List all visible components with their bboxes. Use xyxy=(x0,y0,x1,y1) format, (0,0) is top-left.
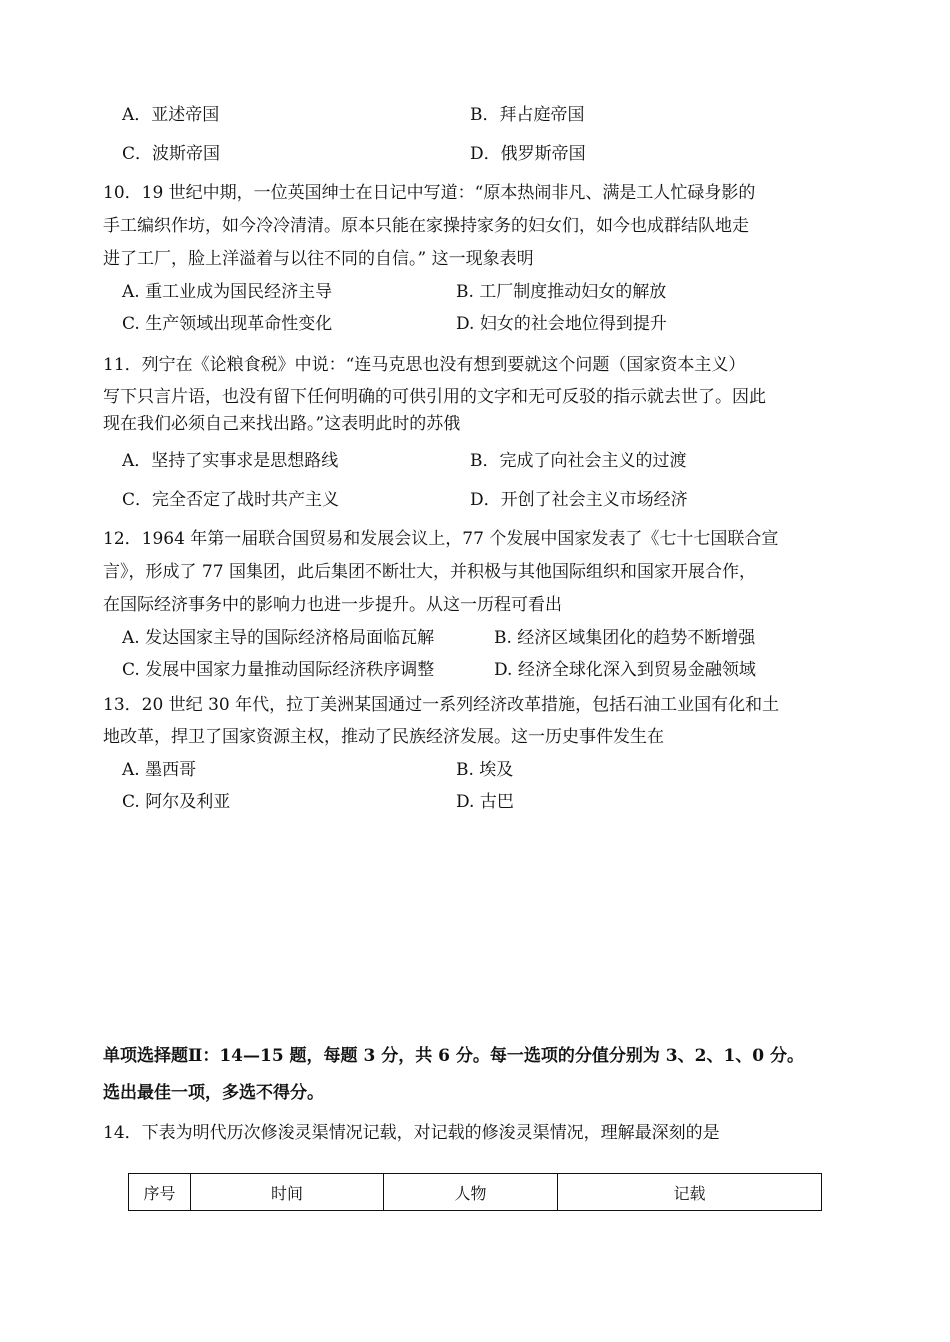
q12-stem-line-2: 言》，形成了 77 国集团，此后集团不断壮大，并积极与其他国际组织和国家开展合作， xyxy=(103,562,756,582)
q11-stem-line-1: 11．列宁在《论粮食税》中说：“连马克思也没有想到要就这个问题（国家资本主义） xyxy=(103,355,746,375)
q12-stem-line-3: 在国际经济事务中的影响力也进一步提升。从这一历程可看出 xyxy=(103,595,562,615)
q9-option-a: A．亚述帝国 xyxy=(122,105,220,125)
table-header-row xyxy=(129,1174,822,1211)
q10-option-b: B. 工厂制度推动妇女的解放 xyxy=(456,282,667,302)
q11-option-d: D．开创了社会主义市场经济 xyxy=(470,490,688,510)
q9-option-b: B．拜占庭帝国 xyxy=(470,105,585,125)
q10-stem-line-1: 10．19 世纪中期，一位英国绅士在日记中写道：“原本热闹非凡、满是工人忙碌身影的 xyxy=(103,183,756,203)
q12-stem-line-1: 12．1964 年第一届联合国贸易和发展会议上，77 个发展中国家发表了《七十七国联合宣 xyxy=(103,529,779,549)
section-2-heading: 单项选择题Ⅱ：14—15 题，每题 3 分，共 6 分。每一选项的分值分别为 3、2、1、0 分。 xyxy=(103,1046,805,1066)
q11-option-a: A．坚持了实事求是思想路线 xyxy=(122,451,339,471)
table-header-index: 序号 xyxy=(129,1174,191,1211)
q12-option-d: D. 经济全球化深入到贸易金融领域 xyxy=(494,660,756,680)
q13-option-b: B. 埃及 xyxy=(456,760,514,780)
q12-option-a: A. 发达国家主导的国际经济格局面临瓦解 xyxy=(122,628,435,648)
q11-option-c: C．完全否定了战时共产主义 xyxy=(122,490,340,510)
q10-option-a: A. 重工业成为国民经济主导 xyxy=(122,282,333,302)
q10-option-d: D. 妇女的社会地位得到提升 xyxy=(456,314,667,334)
q11-option-b: B．完成了向社会主义的过渡 xyxy=(470,451,687,471)
q10-stem-line-2: 手工编织作坊，如今冷冷清清。原本只能在家操持家务的妇女们，如今也成群结队地走 xyxy=(103,216,749,236)
section-2-instruction: 选出最佳一项，多选不得分。 xyxy=(103,1083,324,1103)
table-header-time: 时间 xyxy=(191,1174,384,1211)
q12-option-b: B. 经济区域集团化的趋势不断增强 xyxy=(494,628,756,648)
q10-option-c: C. 生产领域出现革命性变化 xyxy=(122,314,333,334)
q13-option-c: C. 阿尔及利亚 xyxy=(122,792,231,812)
q13-option-d: D. 古巴 xyxy=(456,792,514,812)
q13-stem-line-1: 13．20 世纪 30 年代，拉丁美洲某国通过一系列经济改革措施，包括石油工业国有化和土 xyxy=(103,695,780,715)
q13-option-a: A. 墨西哥 xyxy=(122,760,197,780)
q9-option-c: C．波斯帝国 xyxy=(122,144,221,164)
q11-stem-line-3: 现在我们必须自己来找出路。”这表明此时的苏俄 xyxy=(103,414,461,434)
q11-stem-line-2: 写下只言片语，也没有留下任何明确的可供引用的文字和无可反驳的指示就去世了。因此 xyxy=(103,387,766,407)
table-header-record: 记载 xyxy=(558,1174,822,1211)
q12-option-c: C. 发展中国家力量推动国际经济秩序调整 xyxy=(122,660,435,680)
q10-stem-line-3: 进了工厂，脸上洋溢着与以往不同的自信。” 这一现象表明 xyxy=(103,249,534,269)
q13-stem-line-2: 地改革，捍卫了国家资源主权，推动了民族经济发展。这一历史事件发生在 xyxy=(103,727,664,747)
q14-record-table xyxy=(128,1173,822,1211)
q14-stem: 14．下表为明代历次修浚灵渠情况记载，对记载的修浚灵渠情况，理解最深刻的是 xyxy=(103,1123,720,1143)
q9-option-d: D．俄罗斯帝国 xyxy=(470,144,586,164)
table-header-person: 人物 xyxy=(384,1174,558,1211)
